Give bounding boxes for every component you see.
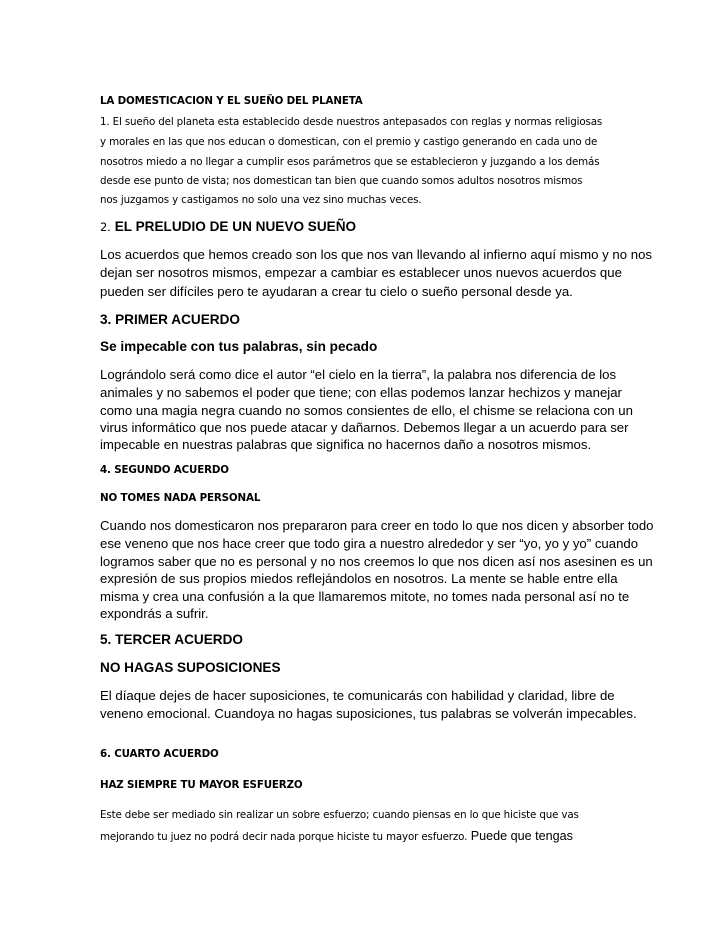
paragraph-fragment: Puede que tengas	[467, 829, 573, 843]
section-heading-text: EL PRELUDIO DE UN NUEVO SUEÑO	[114, 219, 357, 234]
paragraph-line: como una magia negra cuando no somos consientes de ello, el chisme se relaciona con un	[100, 403, 633, 418]
paragraph-line: nos juzgamos y castigamos no solo una vez sino muchas veces.	[100, 194, 422, 206]
paragraph-line: virus informático que nos puede atacar y dañarnos. Debemos llegar a un acuerdo para ser	[100, 420, 629, 435]
section-subheading: NO TOMES NADA PERSONAL	[100, 492, 261, 504]
paragraph-line: nosotros miedo a no llegar a cumplir esos parámetros que se establecieron y juzgando a los demás	[100, 156, 600, 168]
document-title: LA DOMESTICACION Y EL SUEÑO DEL PLANETA	[100, 95, 363, 107]
paragraph-line: animales y no sabemos el poder que tiene; con ellas podemos lanzar hechizos y manejar	[100, 385, 622, 400]
section-heading: 5. TERCER ACUERDO	[100, 632, 243, 647]
paragraph-line: desde ese punto de vista; nos domestican tan bien que cuando somos adultos nosotros mismos	[100, 175, 583, 187]
paragraph-line: pueden ser difíciles pero te ayudaran a crear tu cielo o sueño personal desde ya.	[100, 284, 573, 299]
paragraph-line: Lográndolo será como dice el autor “el cielo en la tierra”, la palabra nos diferencia de los	[100, 367, 617, 382]
paragraph-line: logramos saber que no es personal y no nos creemos lo que nos dicen así nos asesinen es un	[100, 554, 653, 569]
section-heading: 6. CUARTO ACUERDO	[100, 748, 219, 760]
paragraph-line: expresión de sus propios miedos reflejándolos en nosotros. La mente se hable entre ella	[100, 571, 618, 586]
paragraph-line: misma y crea una confusión a la que llamaremos mitote, no tomes nada personal así no te	[100, 589, 630, 604]
section-subheading: NO HAGAS SUPOSICIONES	[100, 660, 281, 675]
section-subheading: HAZ SIEMPRE TU MAYOR ESFUERZO	[100, 779, 303, 791]
section-heading: 3. PRIMER ACUERDO	[100, 312, 240, 327]
section-number: 2.	[100, 220, 111, 234]
paragraph-line: Este debe ser mediado sin realizar un sobre esfuerzo; cuando piensas en lo que hiciste que vas	[100, 809, 579, 821]
paragraph-line: El díaque dejes de hacer suposiciones, te comunicarás con habilidad y claridad, libre de	[100, 688, 615, 703]
paragraph-line: impecable en nuestras palabras que significa no hacernos daño a nosotros mismos.	[100, 437, 592, 452]
paragraph-line: Cuando nos domesticaron nos prepararon para creer en todo lo que nos dicen y absorber todo	[100, 518, 654, 533]
paragraph-line: dejan ser nosotros mismos, empezar a cambiar es establecer unos nuevos acuerdos que	[100, 265, 622, 280]
paragraph-line: ese veneno que nos hace creer que todo gira a nuestro alrededor y ser “yo, yo y yo” cuando	[100, 536, 639, 551]
section-subheading: Se impecable con tus palabras, sin pecado	[100, 339, 378, 354]
paragraph-fragment: mejorando tu juez no podrá decir nada porque hiciste tu mayor esfuerzo.	[100, 831, 468, 843]
paragraph-line: Los acuerdos que hemos creado son los que nos van llevando al infierno aquí mismo y no nos	[100, 247, 653, 262]
paragraph-line	[100, 827, 573, 845]
paragraph-line: 1. El sueño del planeta esta establecido desde nuestros antepasados con reglas y normas religiosas	[100, 116, 603, 128]
paragraph-line: y morales en las que nos educan o domestican, con el premio y castigo generando en cada uno de	[100, 136, 598, 148]
paragraph-line: veneno emocional. Cuandoya no hagas suposiciones, tus palabras se volverán impecables.	[100, 706, 637, 721]
section-heading: 4. SEGUNDO ACUERDO	[100, 464, 229, 476]
section-heading	[100, 218, 356, 236]
paragraph-line: expondrás a sufrir.	[100, 606, 209, 621]
